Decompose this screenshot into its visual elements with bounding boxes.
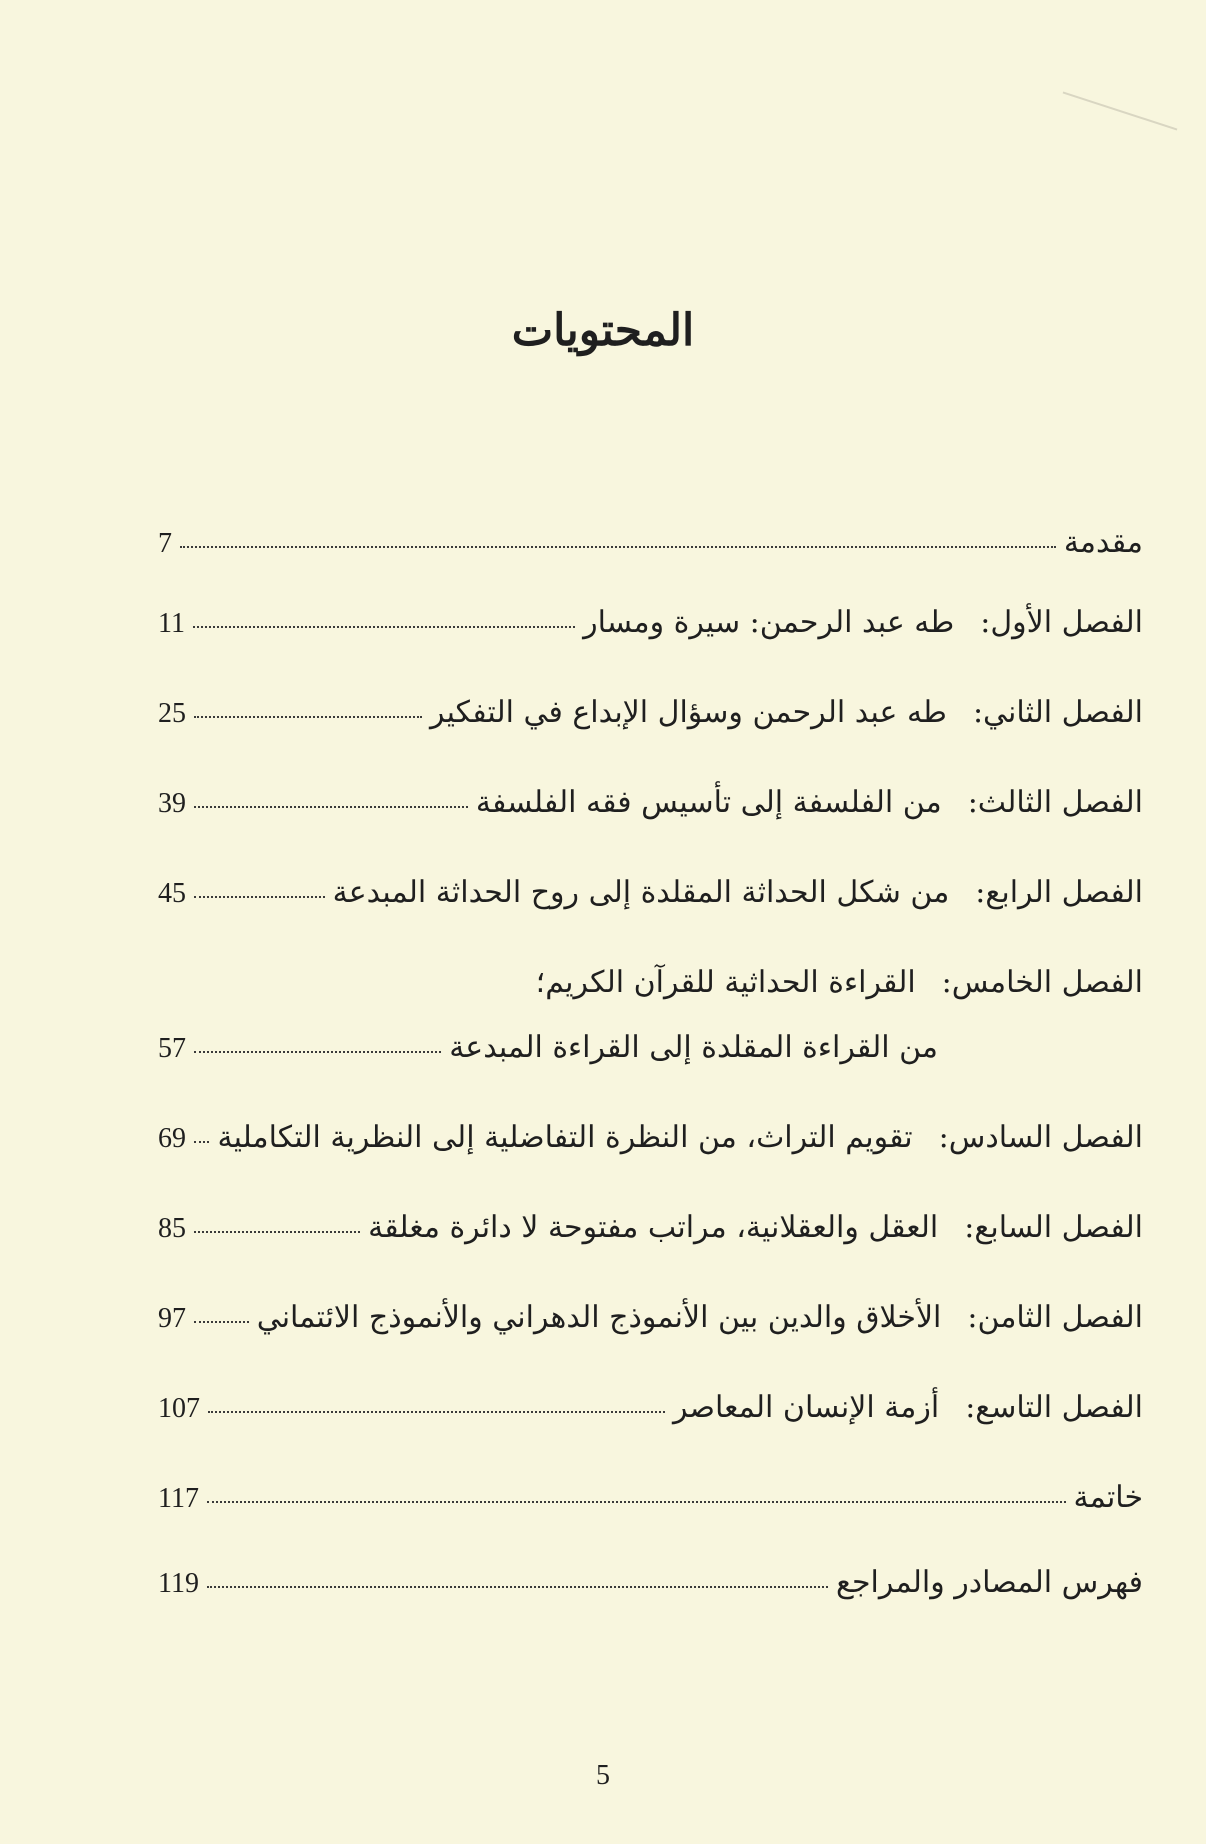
toc-entry-page: 57 xyxy=(158,1033,186,1064)
toc-entry-page: 119 xyxy=(158,1568,199,1599)
toc-entry-subtitle: القراءة الحداثية للقرآن الكريم؛ xyxy=(535,965,916,1000)
toc-entry-chapter-5[interactable] xyxy=(158,965,1143,1025)
toc-entry-subtitle: العقل والعقلانية، مراتب مفتوحة لا دائرة مغلقة xyxy=(368,1210,939,1245)
dot-leader xyxy=(194,1229,360,1233)
toc-entry-label: فهرس المصادر والمراجع xyxy=(836,1565,1143,1600)
toc-entry-label: الفصل الثاني: xyxy=(972,695,1143,730)
toc-entry-bibliography[interactable] xyxy=(158,1565,1143,1625)
dot-leader xyxy=(207,1584,828,1588)
dot-leader xyxy=(194,1139,209,1143)
toc-entry-chapter-3[interactable] xyxy=(158,785,1143,845)
dot-leader xyxy=(194,804,468,808)
toc-entry-label: الفصل الثامن: xyxy=(967,1300,1143,1335)
toc-entry-label: الفصل السادس: xyxy=(938,1120,1143,1155)
toc-entry-label: خاتمة xyxy=(1073,1480,1143,1515)
toc-entry-subtitle: تقويم التراث، من النظرة التفاضلية إلى النظرية التكاملية xyxy=(217,1120,913,1155)
dot-leader xyxy=(194,894,325,898)
paper-mark xyxy=(1063,92,1178,131)
toc-entry-label: الفصل الخامس: xyxy=(941,965,1143,1000)
toc-entry-chapter-9[interactable] xyxy=(158,1390,1143,1450)
toc-entry-chapter-6[interactable] xyxy=(158,1120,1143,1180)
toc-entry-label: الفصل التاسع: xyxy=(965,1390,1143,1425)
toc-entry-chapter-4[interactable] xyxy=(158,875,1143,935)
toc-entry-subtitle: الأخلاق والدين بين الأنموذج الدهراني والأنموذج الائتماني xyxy=(256,1300,942,1335)
dot-leader xyxy=(207,1499,1066,1503)
toc-entry-page: 7 xyxy=(158,528,172,559)
toc-entry-chapter-7[interactable] xyxy=(158,1210,1143,1270)
toc-entry-chapter-1[interactable] xyxy=(158,605,1143,665)
toc-entry-page: 69 xyxy=(158,1123,186,1154)
toc-entry-conclusion[interactable] xyxy=(158,1480,1143,1540)
toc-entry-subtitle: طه عبد الرحمن وسؤال الإبداع في التفكير xyxy=(430,695,947,730)
toc-entry-page: 97 xyxy=(158,1303,186,1334)
toc-entry-chapter-8[interactable] xyxy=(158,1300,1143,1360)
toc-entry-page: 39 xyxy=(158,788,186,819)
toc-entry-page: 45 xyxy=(158,878,186,909)
dot-leader xyxy=(193,624,575,628)
toc-entry-chapter-2[interactable] xyxy=(158,695,1143,755)
toc-entry-label: الفصل الرابع: xyxy=(975,875,1143,910)
toc-entry-chapter-5-continuation[interactable] xyxy=(158,1030,1143,1090)
dot-leader xyxy=(180,544,1056,548)
toc-entry-introduction[interactable] xyxy=(158,525,1143,585)
toc-entry-subtitle: أزمة الإنسان المعاصر xyxy=(672,1390,940,1425)
toc-entry-page: 117 xyxy=(158,1483,199,1514)
dot-leader xyxy=(194,1319,249,1323)
footer-page-number: 5 xyxy=(596,1760,610,1791)
toc-entry-label: الفصل الأول: xyxy=(980,605,1143,640)
page-title: المحتويات xyxy=(511,305,695,356)
toc-entry-subtitle: من الفلسفة إلى تأسيس فقه الفلسفة xyxy=(475,785,942,820)
toc-entry-page: 107 xyxy=(158,1393,200,1424)
dot-leader xyxy=(194,1049,441,1053)
toc-entry-label: الفصل الثالث: xyxy=(967,785,1143,820)
toc-entry-subtitle-continuation: من القراءة المقلدة إلى القراءة المبدعة xyxy=(449,1030,938,1065)
toc-entry-page: 85 xyxy=(158,1213,186,1244)
dot-leader xyxy=(208,1409,665,1413)
toc-entry-subtitle: من شكل الحداثة المقلدة إلى روح الحداثة المبدعة xyxy=(332,875,950,910)
toc-entry-subtitle: طه عبد الرحمن: سيرة ومسار xyxy=(583,605,955,640)
toc-entry-page: 11 xyxy=(158,608,185,639)
toc-entry-page: 25 xyxy=(158,698,186,729)
toc-entry-label: الفصل السابع: xyxy=(964,1210,1143,1245)
dot-leader xyxy=(194,714,422,718)
toc-entry-label: مقدمة xyxy=(1063,525,1143,560)
